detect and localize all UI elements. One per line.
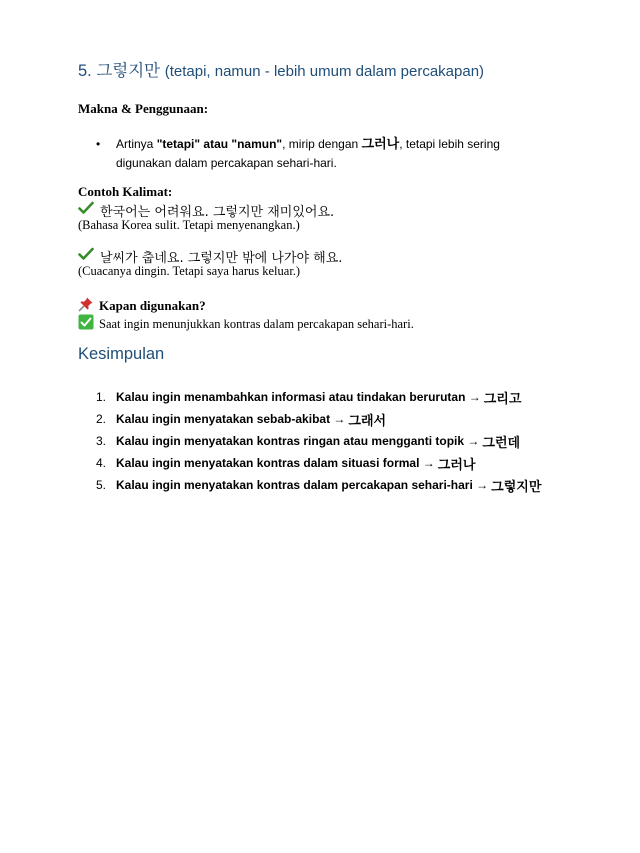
list-korean: 그러나 [437, 457, 476, 473]
list-item [96, 387, 566, 407]
section-korean: 그렇지만 [96, 61, 161, 80]
list-item [96, 409, 566, 429]
when-answer-row [78, 314, 414, 334]
example-translation-2: (Cuacanya dingin. Tetapi saya harus keluar.) [78, 264, 301, 278]
list-text: Kalau ingin menyatakan sebab-akibat → [116, 412, 346, 426]
meaning-heading: Makna & Penggunaan: [78, 101, 209, 116]
example-korean-1 [78, 200, 334, 220]
bullet-suffix: , tetapi lebih sering digunakan dalam percakapan sehari-hari. [116, 137, 500, 170]
conclusion-heading: Kesimpulan [78, 345, 165, 363]
example-korean-text: 날씨가 춥네요. 그렇지만 밖에 나가야 해요. [100, 250, 343, 266]
section-paren: (tetapi, namun - lebih umum dalam percakapan) [164, 63, 485, 80]
when-heading-row [78, 296, 206, 316]
list-item [96, 431, 566, 451]
list-item [96, 453, 566, 473]
check-mark-icon [78, 246, 94, 266]
example-korean-2 [78, 246, 342, 266]
list-number: 5. [96, 478, 107, 492]
list-korean: 그래서 [348, 413, 387, 429]
bullet-mid: , mirip dengan [282, 137, 362, 151]
list-text: Kalau ingin menambahkan informasi atau tindakan berurutan → [116, 390, 481, 404]
check-mark-icon [78, 200, 94, 220]
example-korean-text: 한국어는 어려워요. 그렇지만 재미있어요. [100, 204, 335, 220]
list-text: Kalau ingin menyatakan kontras dalam situasi formal → [116, 456, 435, 470]
list-korean: 그렇지만 [491, 479, 542, 495]
bullet-prefix: Artinya [116, 137, 157, 151]
list-number: 4. [96, 456, 107, 470]
list-text: Kalau ingin menyatakan kontras dalam percakapan sehari-hari → [116, 478, 489, 492]
when-answer: Saat ingin menunjukkan kontras dalam percakapan sehari-hari. [99, 316, 414, 331]
list-number: 3. [96, 434, 107, 448]
check-box-icon [78, 314, 94, 334]
section-heading [78, 57, 484, 81]
example-translation-1: (Bahasa Korea sulit. Tetapi menyenangkan.) [78, 218, 300, 232]
list-number: 2. [96, 412, 107, 426]
list-text: Kalau ingin menyatakan kontras ringan atau mengganti topik → [116, 434, 480, 448]
bullet-korean: 그러나 [361, 137, 400, 152]
list-number: 1. [96, 390, 107, 404]
examples-heading: Contoh Kalimat: [78, 184, 173, 199]
meaning-bullet-text [116, 135, 536, 173]
list-korean: 그리고 [483, 391, 522, 407]
bullet-bold: "tetapi" atau "namun" [156, 137, 283, 151]
when-heading: Kapan digunakan? [99, 298, 206, 313]
list-item [96, 475, 566, 495]
section-number: 5. [78, 62, 92, 80]
list-korean: 그런데 [482, 435, 521, 451]
pushpin-icon [78, 296, 94, 316]
bullet-dot: • [96, 137, 101, 151]
